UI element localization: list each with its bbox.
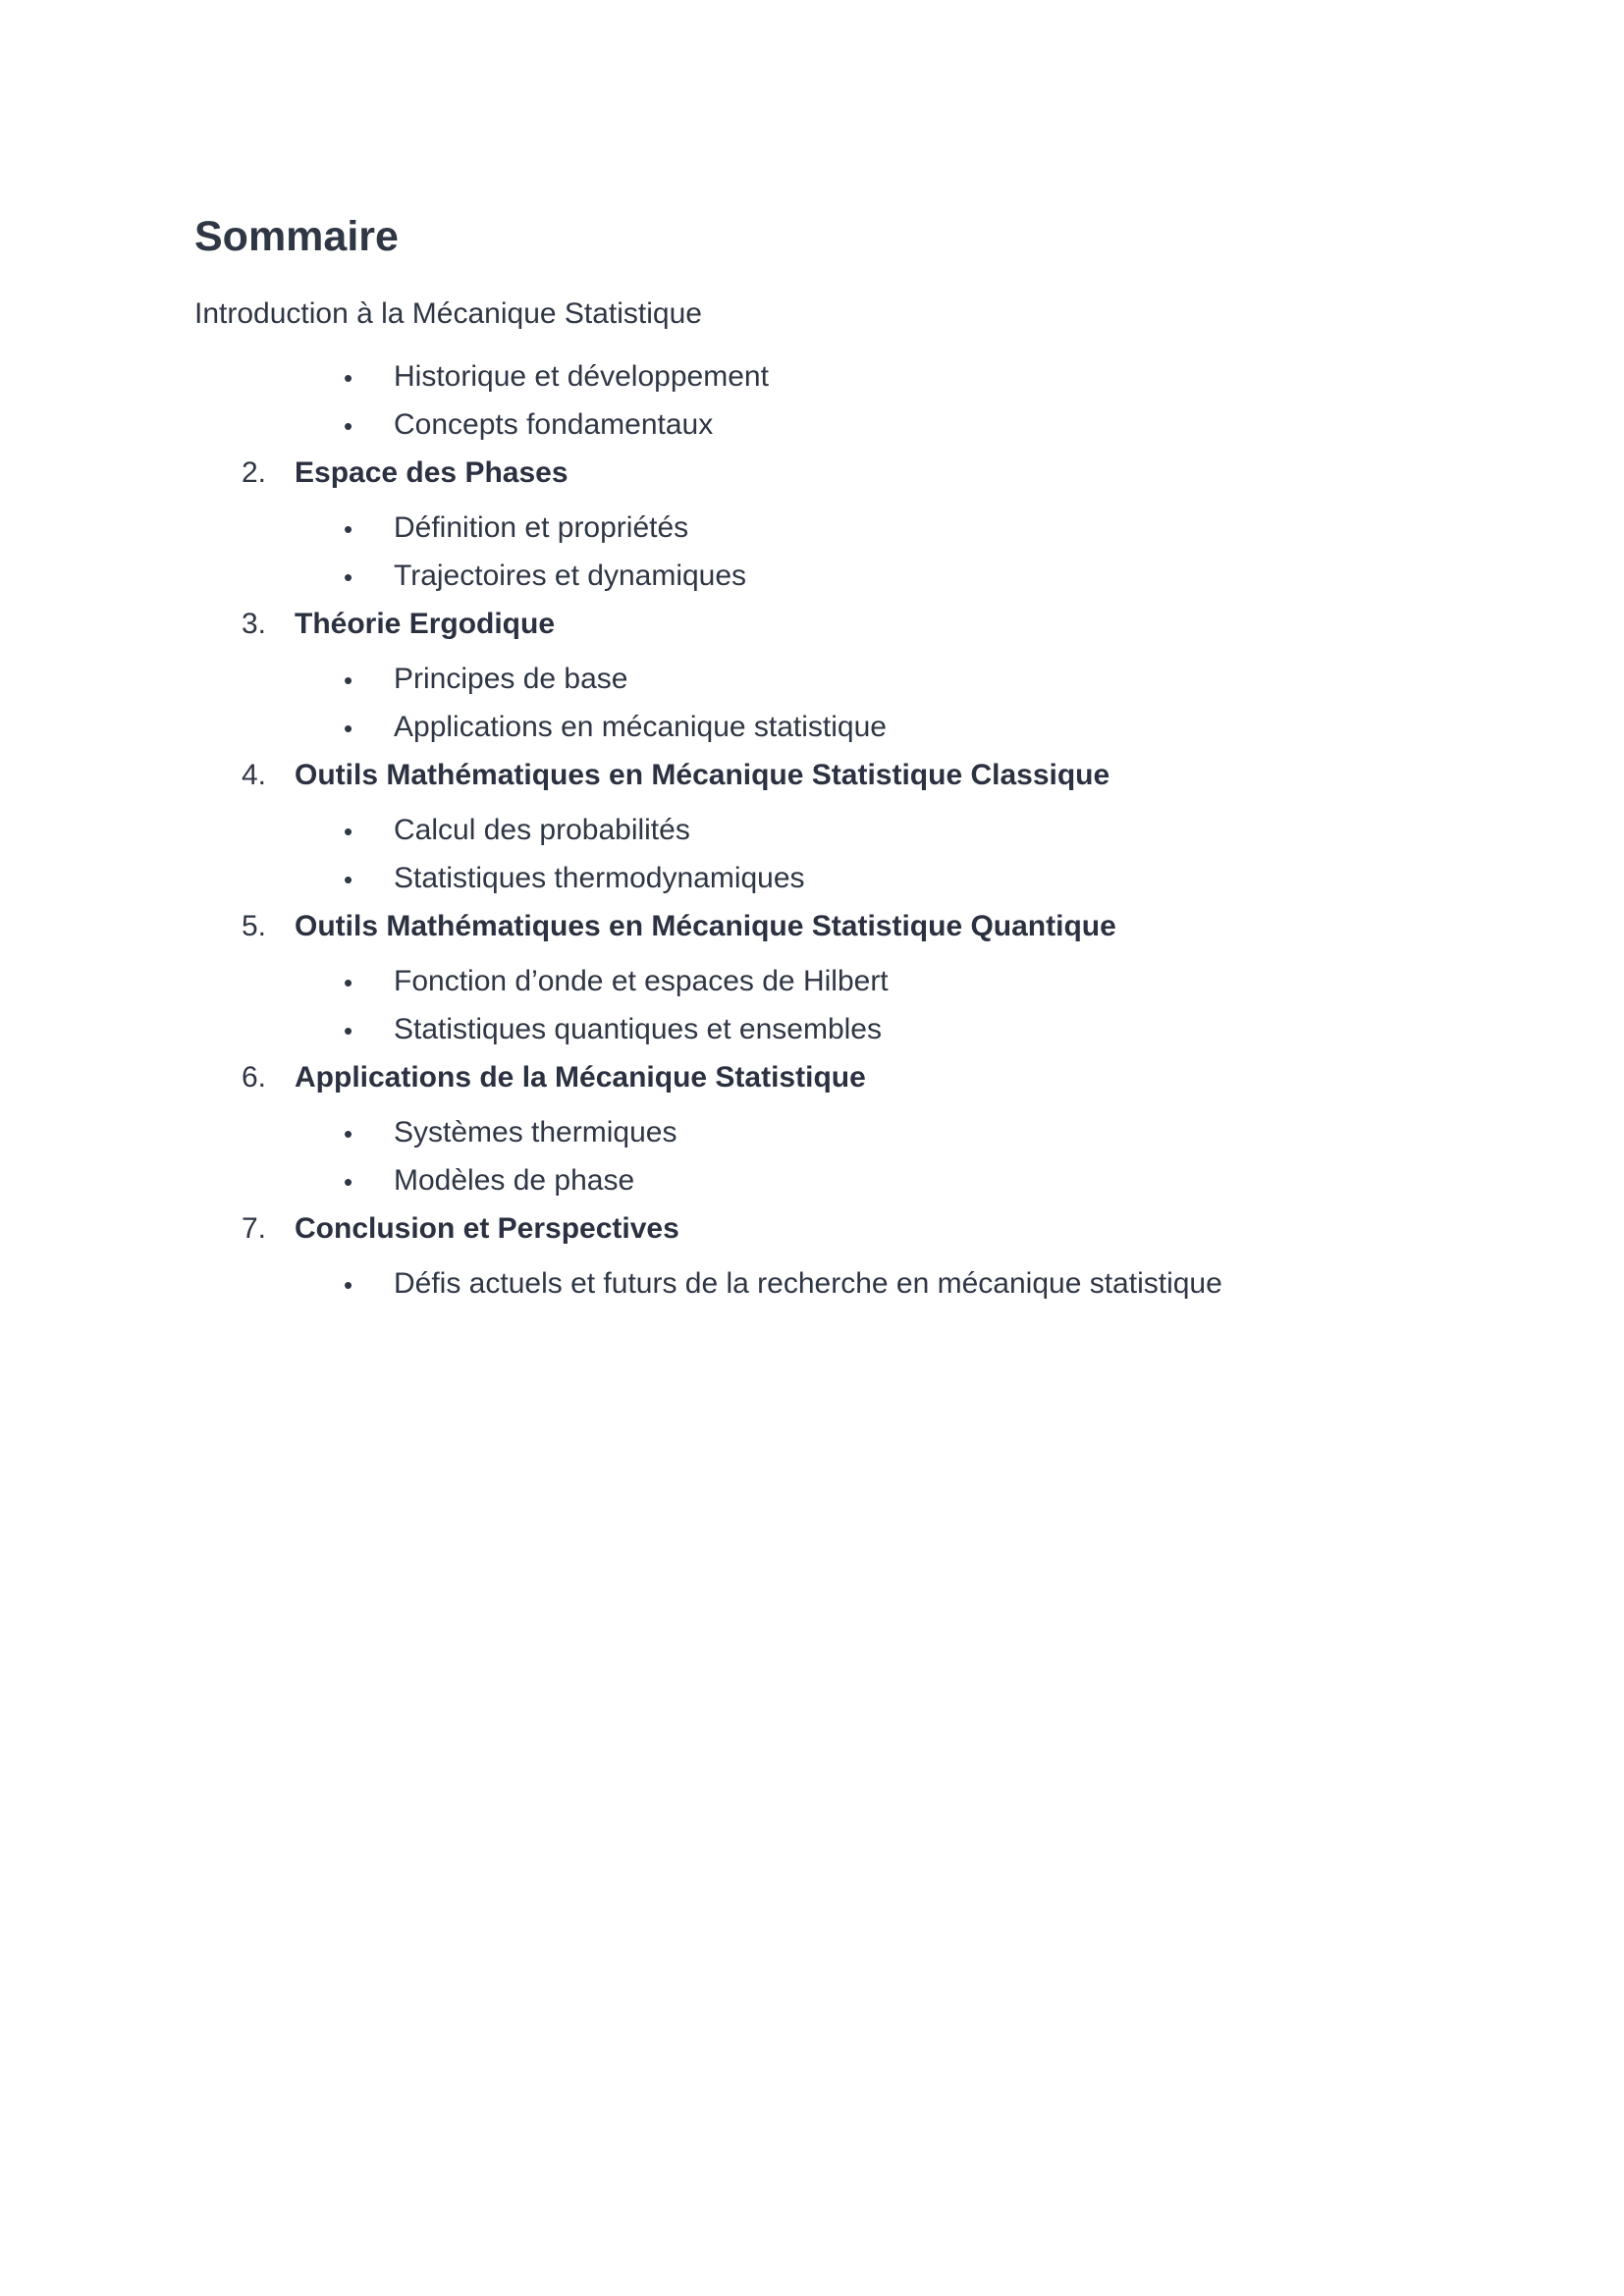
bullet-icon: • <box>344 1016 353 1045</box>
section-title: Outils Mathématiques en Mécanique Statistique Classique <box>295 759 1110 791</box>
bullet-icon: • <box>344 714 353 743</box>
bullet-icon: • <box>344 1270 353 1300</box>
bullet-icon: • <box>344 865 353 894</box>
section-item: Statistiques quantiques et ensembles <box>394 1013 882 1045</box>
bullet-icon: • <box>344 666 353 695</box>
bullet-icon: • <box>344 1119 353 1148</box>
section-item: Fonction d’onde et espaces de Hilbert <box>394 965 889 997</box>
section-title: Théorie Ergodique <box>295 608 556 640</box>
section-item: Définition et propriétés <box>394 511 689 544</box>
section-item: Statistiques thermodynamiques <box>394 862 805 894</box>
section-number: 4. <box>242 759 267 791</box>
bullet-icon: • <box>344 817 353 846</box>
bullet-icon: • <box>344 968 353 997</box>
section-item: Calcul des probabilités <box>394 814 690 846</box>
section-number: 3. <box>242 608 267 640</box>
bullet-icon: • <box>344 411 353 441</box>
section-item: Trajectoires et dynamiques <box>394 560 747 592</box>
section-number: 6. <box>242 1061 267 1094</box>
intro-item: Concepts fondamentaux <box>394 408 714 441</box>
intro-item: Historique et développement <box>394 360 769 393</box>
section-title: Espace des Phases <box>295 456 568 489</box>
section-item: Systèmes thermiques <box>394 1116 677 1148</box>
bullet-icon: • <box>344 1167 353 1197</box>
section-title: Applications de la Mécanique Statistique <box>295 1061 866 1094</box>
section-title: Conclusion et Perspectives <box>295 1212 679 1245</box>
section-number: 2. <box>242 456 267 489</box>
section-number: 7. <box>242 1212 267 1245</box>
section-number: 5. <box>242 910 267 942</box>
section-item: Défis actuels et futurs de la recherche en mécanique statistique <box>394 1267 1222 1300</box>
section-item: Applications en mécanique statistique <box>394 711 887 743</box>
section-item: Modèles de phase <box>394 1164 635 1197</box>
section-item: Principes de base <box>394 663 628 695</box>
bullet-icon: • <box>344 514 353 544</box>
page-title: Sommaire <box>194 213 399 260</box>
intro-label: Introduction à la Mécanique Statistique <box>194 297 702 330</box>
bullet-icon: • <box>344 562 353 592</box>
section-title: Outils Mathématiques en Mécanique Statistique Quantique <box>295 910 1116 942</box>
bullet-icon: • <box>344 363 353 393</box>
